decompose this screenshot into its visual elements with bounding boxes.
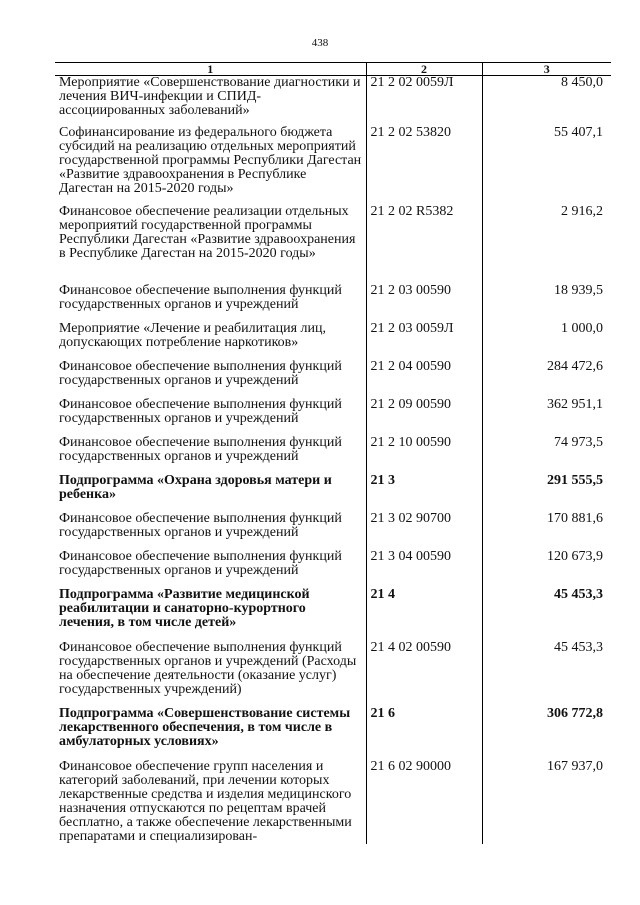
row-amount: 1 000,0 bbox=[482, 322, 611, 360]
table-row bbox=[55, 760, 611, 844]
row-name: Финансовое обеспечение выполнения функций государственных органов и учреждений bbox=[59, 549, 342, 578]
row-amount: 362 951,1 bbox=[482, 398, 611, 436]
table-body bbox=[55, 76, 611, 845]
row-code: 21 6 02 90000 bbox=[366, 760, 482, 844]
row-code: 21 3 bbox=[366, 474, 482, 512]
row-code: 21 4 bbox=[366, 588, 482, 641]
budget-table bbox=[55, 62, 611, 844]
row-amount: 55 407,1 bbox=[482, 126, 611, 205]
row-name: Финансовое обеспечение групп населения и категорий заболеваний, при лечении которых лекарственные средства и изделия медицинского назначения отпускаются по рецептам врачей бесплатно, а также обеспечение лекарственными препаратами и специализирован- bbox=[59, 759, 352, 844]
table-row bbox=[55, 588, 611, 641]
table-row bbox=[55, 322, 611, 360]
row-code: 21 2 02 53820 bbox=[366, 126, 482, 205]
table-row bbox=[55, 284, 611, 322]
table-row bbox=[55, 126, 611, 205]
table-row bbox=[55, 474, 611, 512]
row-amount: 306 772,8 bbox=[482, 707, 611, 760]
row-name: Подпрограмма «Охрана здоровья матери и ребенка» bbox=[59, 473, 332, 502]
column-header-1: 1 bbox=[55, 63, 366, 76]
table-row bbox=[55, 641, 611, 707]
row-name: Подпрограмма «Развитие медицинской реабилитации и санаторно-курортного лечения, в том числе детей» bbox=[59, 587, 310, 630]
page-number: 438 bbox=[311, 37, 329, 49]
row-name: Финансовое обеспечение выполнения функций государственных органов и учреждений bbox=[59, 359, 342, 388]
row-code: 21 2 10 00590 bbox=[366, 436, 482, 474]
row-name: Мероприятие «Совершенствование диагностики и лечения ВИЧ-инфекции и СПИД-ассоциированных заболеваний» bbox=[59, 75, 361, 118]
row-amount: 284 472,6 bbox=[482, 360, 611, 398]
row-name: Финансовое обеспечение реализации отдельных мероприятий государственной программы Республики Дагестан «Развитие здравоохранения в Республике Дагестан на 2015-2020 годы» bbox=[59, 204, 356, 261]
table-row bbox=[55, 512, 611, 550]
row-name: Финансовое обеспечение выполнения функций государственных органов и учреждений bbox=[59, 397, 342, 426]
row-name: Мероприятие «Лечение и реабилитация лиц, допускающих потребление наркотиков» bbox=[59, 321, 327, 350]
row-name: Финансовое обеспечение выполнения функций государственных органов и учреждений bbox=[59, 283, 342, 312]
row-amount: 2 916,2 bbox=[482, 205, 611, 284]
table-row bbox=[55, 436, 611, 474]
row-amount: 45 453,3 bbox=[482, 588, 611, 641]
row-code: 21 2 02 R5382 bbox=[366, 205, 482, 284]
row-amount: 167 937,0 bbox=[482, 760, 611, 844]
column-header-2: 2 bbox=[366, 63, 482, 76]
row-code: 21 2 03 00590 bbox=[366, 284, 482, 322]
table-row bbox=[55, 707, 611, 760]
row-amount: 18 939,5 bbox=[482, 284, 611, 322]
row-name: Софинансирование из федерального бюджета субсидий на реализацию отдельных мероприятий государственной программы Республики Дагестан «Развитие здравоохранения в Республике Дагестан на 2015-2020 годы» bbox=[59, 125, 362, 196]
row-code: 21 3 02 90700 bbox=[366, 512, 482, 550]
row-amount: 170 881,6 bbox=[482, 512, 611, 550]
row-code: 21 6 bbox=[366, 707, 482, 760]
row-amount: 45 453,3 bbox=[482, 641, 611, 707]
table-row bbox=[55, 550, 611, 588]
row-amount: 8 450,0 bbox=[482, 76, 611, 127]
row-code: 21 3 04 00590 bbox=[366, 550, 482, 588]
row-amount: 291 555,5 bbox=[482, 474, 611, 512]
row-name: Подпрограмма «Совершенствование системы лекарственного обеспечения, в том числе в амбулаторных условиях» bbox=[59, 706, 351, 749]
row-amount: 120 673,9 bbox=[482, 550, 611, 588]
table-header bbox=[55, 63, 611, 76]
header-row bbox=[55, 63, 611, 76]
column-header-3: 3 bbox=[482, 63, 611, 76]
row-code: 21 2 03 0059Л bbox=[366, 322, 482, 360]
table-row bbox=[55, 205, 611, 284]
row-amount: 74 973,5 bbox=[482, 436, 611, 474]
row-code: 21 2 04 00590 bbox=[366, 360, 482, 398]
row-code: 21 4 02 00590 bbox=[366, 641, 482, 707]
row-name: Финансовое обеспечение выполнения функций государственных органов и учреждений bbox=[59, 435, 342, 464]
table-row bbox=[55, 76, 611, 127]
row-code: 21 2 09 00590 bbox=[366, 398, 482, 436]
row-name: Финансовое обеспечение выполнения функций государственных органов и учреждений bbox=[59, 511, 342, 540]
row-name: Финансовое обеспечение выполнения функций государственных органов и учреждений (Расходы на обеспечение деятельности (оказание услуг) государственных учреждений) bbox=[59, 640, 357, 697]
table-row bbox=[55, 398, 611, 436]
table-row bbox=[55, 360, 611, 398]
row-code: 21 2 02 0059Л bbox=[366, 76, 482, 127]
